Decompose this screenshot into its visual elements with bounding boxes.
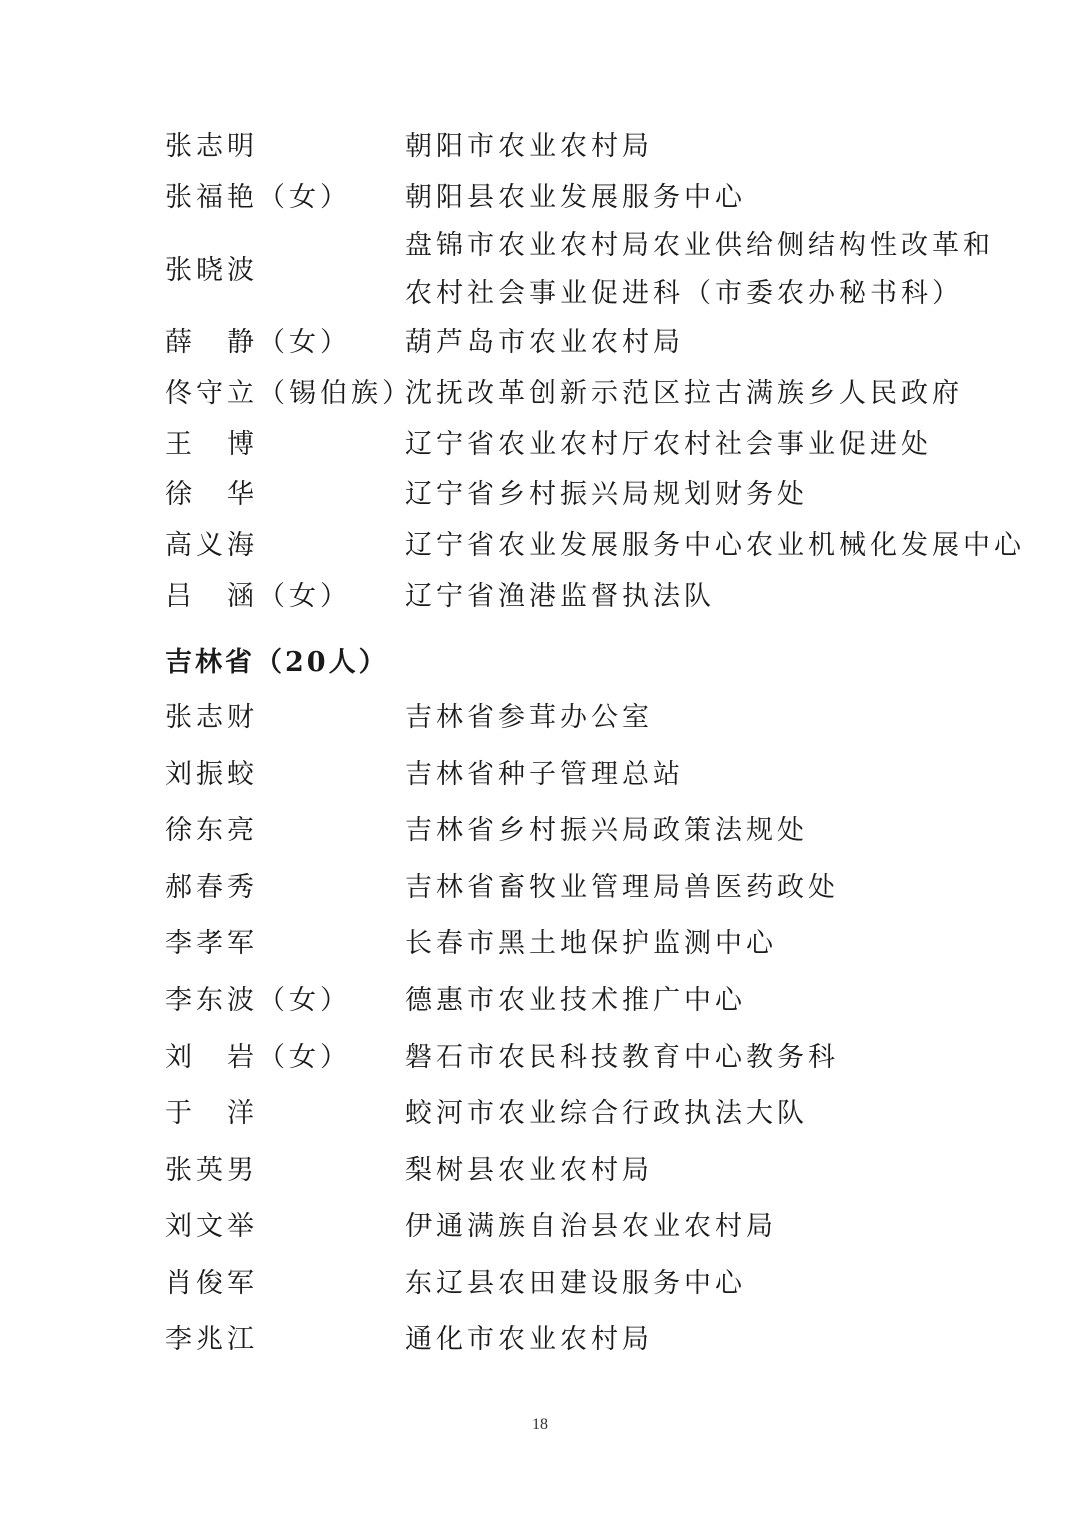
person-name: 郝春秀 bbox=[165, 872, 258, 903]
organization: 长春市黑土地保护监测中心 bbox=[405, 928, 777, 959]
organization: 吉林省参茸办公室 bbox=[405, 702, 653, 733]
person-name: 薛 静（女） bbox=[165, 327, 351, 358]
person-name: 李孝军 bbox=[165, 928, 258, 959]
person-name: 张英男 bbox=[165, 1155, 258, 1186]
person-name: 徐东亮 bbox=[165, 815, 258, 846]
person-name: 刘 岩（女） bbox=[165, 1042, 351, 1073]
person-name: 肖俊军 bbox=[165, 1268, 258, 1299]
organization: 德惠市农业技术推广中心 bbox=[405, 985, 746, 1016]
person-name: 刘振蛟 bbox=[165, 759, 258, 790]
person-name: 张福艳（女） bbox=[165, 182, 351, 213]
organization: 吉林省畜牧业管理局兽医药政处 bbox=[405, 872, 839, 903]
organization: 辽宁省乡村振兴局规划财务处 bbox=[405, 479, 808, 510]
person-name: 吕 涵（女） bbox=[165, 581, 351, 612]
page-number: 18 bbox=[532, 1416, 548, 1433]
list-item bbox=[0, 222, 1080, 318]
person-name: 刘文举 bbox=[165, 1211, 258, 1242]
organization: 辽宁省农业农村厅农村社会事业促进处 bbox=[405, 429, 932, 460]
organization: 东辽县农田建设服务中心 bbox=[405, 1268, 746, 1299]
organization: 葫芦岛市农业农村局 bbox=[405, 327, 684, 358]
person-name: 徐 华 bbox=[165, 479, 258, 510]
organization: 辽宁省农业发展服务中心农业机械化发展中心 bbox=[405, 530, 1025, 561]
person-name: 王 博 bbox=[165, 429, 258, 460]
organization: 吉林省种子管理总站 bbox=[405, 759, 684, 790]
person-name: 张志财 bbox=[165, 702, 258, 733]
person-name: 李兆江 bbox=[165, 1324, 258, 1355]
organization: 辽宁省渔港监督执法队 bbox=[405, 581, 715, 612]
person-name: 张晓波 bbox=[165, 255, 258, 286]
organization: 磐石市农民科技教育中心教务科 bbox=[405, 1042, 839, 1073]
organization: 伊通满族自治县农业农村局 bbox=[405, 1211, 777, 1242]
organization: 盘锦市农业农村局农业供给侧结构性改革和农村社会事业促进科（市委农办秘书科） bbox=[405, 230, 994, 309]
person-name: 李东波（女） bbox=[165, 985, 351, 1016]
organization: 通化市农业农村局 bbox=[405, 1324, 653, 1355]
person-name: 佟守立（锡伯族） bbox=[165, 378, 413, 409]
person-name: 于 洋 bbox=[165, 1098, 258, 1129]
person-name: 张志明 bbox=[165, 131, 258, 162]
organization: 朝阳市农业农村局 bbox=[405, 131, 653, 162]
organization: 蛟河市农业综合行政执法大队 bbox=[405, 1098, 808, 1129]
organization: 朝阳县农业发展服务中心 bbox=[405, 182, 746, 213]
organization: 吉林省乡村振兴局政策法规处 bbox=[405, 815, 808, 846]
section-heading: 吉林省（20人） bbox=[165, 647, 389, 678]
person-name: 高义海 bbox=[165, 530, 258, 561]
organization: 沈抚改革创新示范区拉古满族乡人民政府 bbox=[405, 378, 963, 409]
organization: 梨树县农业农村局 bbox=[405, 1155, 653, 1186]
